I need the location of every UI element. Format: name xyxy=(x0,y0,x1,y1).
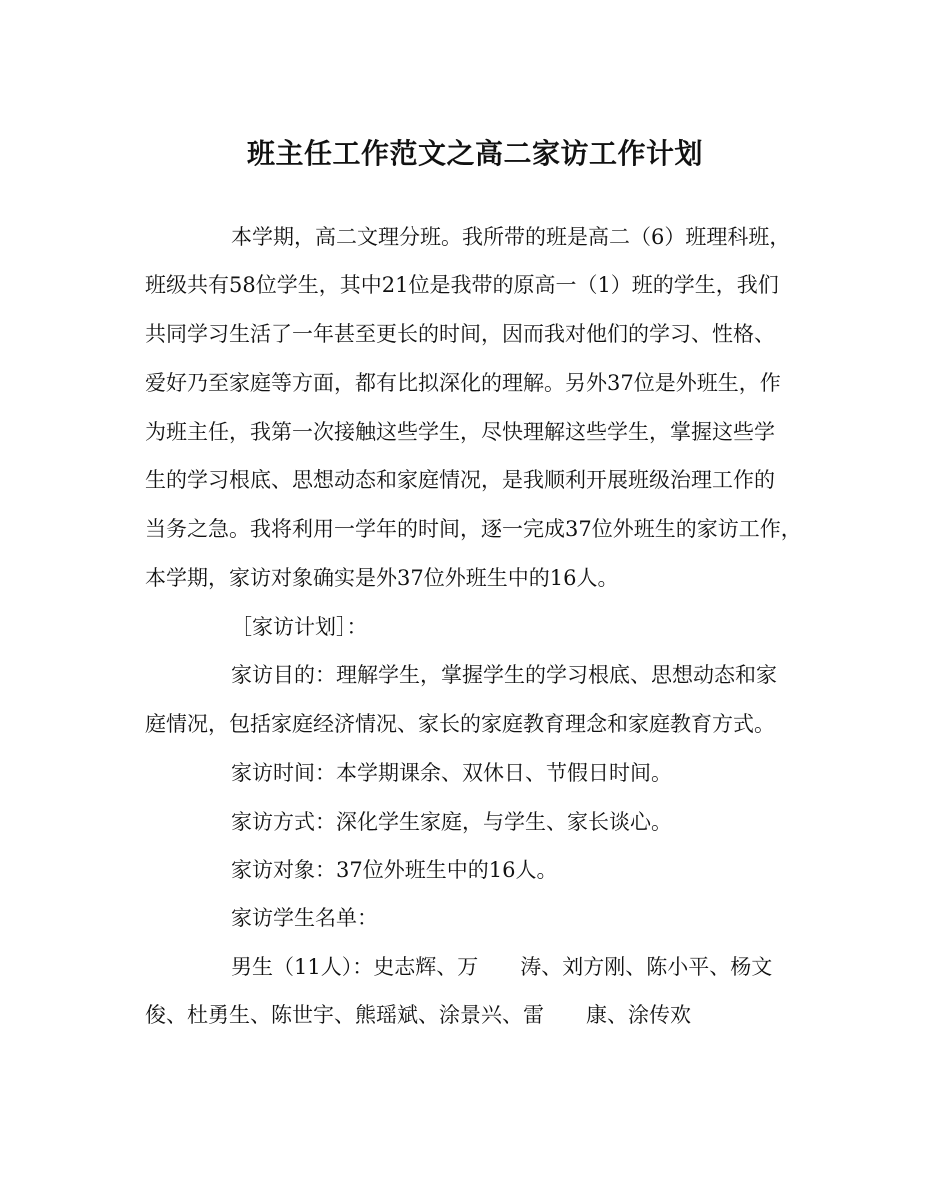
paragraph-line: 俊、杜勇生、陈世宇、熊瑶斌、涂景兴、雷 康、涂传欢 xyxy=(145,1003,691,1027)
paragraph-line: 生的学习根底、思想动态和家庭情况，是我顺利开展班级治理工作的 xyxy=(145,468,775,492)
paragraph-line: 当务之急。我将利用一学年的时间，逐一完成37位外班生的家访工作， xyxy=(145,517,802,541)
paragraph-line: 庭情况，包括家庭经济情况、家长的家庭教育理念和家庭教育方式。 xyxy=(145,712,775,736)
paragraph-line: 家访方式：深化学生家庭，与学生、家长谈心。 xyxy=(231,810,672,834)
paragraph-line: 本学期，高二文理分班。我所带的班是高二（6）班理科班， xyxy=(231,225,791,249)
paragraph-line: 共同学习生活了一年甚至更长的时间，因而我对他们的学习、性格、 xyxy=(145,322,775,346)
paragraph-line: 家访对象：37位外班生中的16人。 xyxy=(231,858,558,882)
paragraph-line: 家访时间：本学期课余、双休日、节假日时间。 xyxy=(231,761,672,785)
paragraph-line: 家访学生名单： xyxy=(231,906,378,930)
paragraph-line: 为班主任，我第一次接触这些学生，尽快理解这些学生，掌握这些学 xyxy=(145,420,775,444)
paragraph-line: 男生（11人）：史志辉、万 涛、刘方刚、陈小平、杨文 xyxy=(231,955,773,979)
section-heading: ［家访计划］： xyxy=(231,615,368,639)
paragraph-line: 家访目的：理解学生，掌握学生的学习根底、思想动态和家 xyxy=(231,663,777,687)
paragraph-line: 爱好乃至家庭等方面，都有比拟深化的理解。另外37位是外班生，作 xyxy=(145,371,781,395)
paragraph-line: 本学期，家访对象确实是外37位外班生中的16人。 xyxy=(145,566,619,590)
paragraph-line: 班级共有58位学生，其中21位是我带的原高一（1）班的学生，我们 xyxy=(145,273,779,297)
document-title: 班主任工作范文之高二家访工作计划 xyxy=(246,137,703,170)
